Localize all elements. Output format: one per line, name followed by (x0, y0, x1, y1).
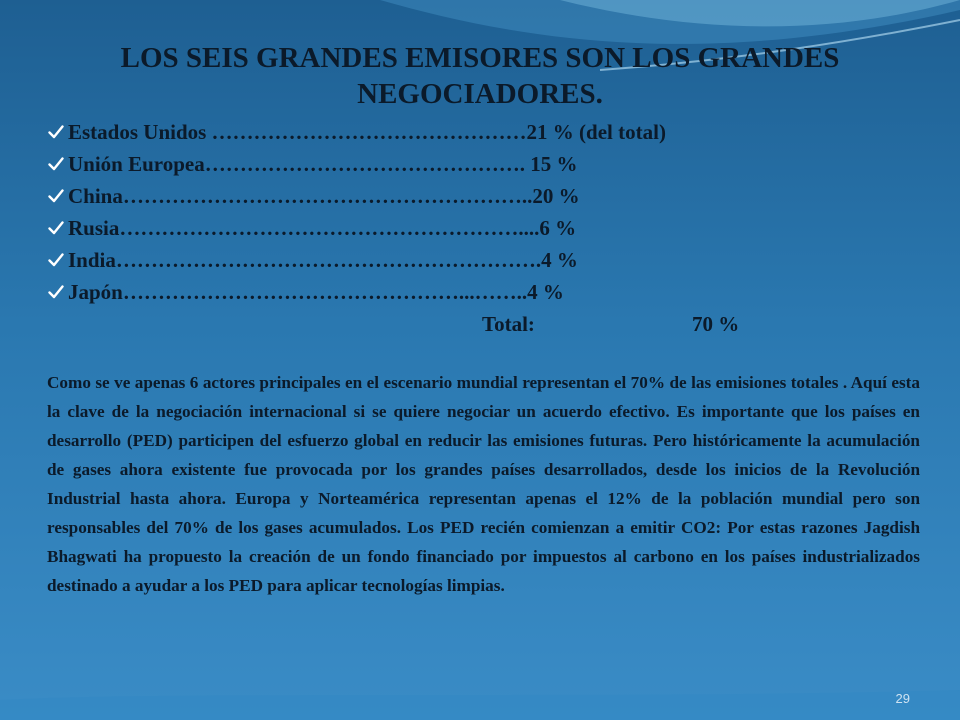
list-item (48, 212, 908, 244)
title-line-1: LOS SEIS GRANDES EMISORES SON LOS GRANDES (120, 42, 840, 74)
page-number: 29 (895, 691, 910, 706)
total-row (482, 308, 739, 340)
checkmark-icon (48, 220, 64, 236)
list-item (48, 276, 908, 308)
checkmark-icon (48, 252, 64, 268)
list-item-text: India…………………………………………………….4 % (68, 248, 578, 272)
checkmark-icon (48, 284, 64, 300)
body-paragraph: Como se ve apenas 6 actores principales en el escenario mundial representan el 70% de las emisiones totales . Aquí esta la clave de la negociación internacional si se quiere negociar un acuerdo efectivo. Es importante que los países en desarrollo (PED) participen del esfuerzo global en reducir las emisiones futuras. Pero históricamente la acumulación de gases ahora existente fue provocada por los grandes países desarrollados, desde los inicios de la Revolución Industrial hasta ahora. Europa y Norteamérica representan apenas el 12% de la población mundial pero son responsables del 70% de los gases acumulados. Los PED recién comienzan a emitir CO2: Por estas razones Jagdish Bhagwati ha propuesto la creación de un fondo financiado por impuestos al carbono en los países industrializados destinado a ayudar a los PED para aplicar tecnologías limpias. (47, 373, 920, 595)
title-line-2: NEGOCIADORES. (357, 78, 603, 110)
checkmark-icon (48, 188, 64, 204)
list-item (48, 116, 908, 148)
list-item-text: China…………………………………………………..20 % (68, 184, 580, 208)
slide-title (40, 40, 920, 112)
list-item-text: Estados Unidos ………………………………………21 % (del total) (68, 120, 666, 144)
list-item (48, 180, 908, 212)
total-label: Total: (482, 312, 535, 336)
total-value: 70 % (692, 312, 740, 336)
list-item (48, 148, 908, 180)
emitters-list (48, 116, 908, 308)
list-item-text: Rusia…………………………………………………....6 % (68, 216, 577, 240)
list-item-text: Japón…………………………………………...……..4 % (68, 280, 564, 304)
list-item-text: Unión Europea………………………………………. 15 % (68, 152, 578, 176)
checkmark-icon (48, 156, 64, 172)
checkmark-icon (48, 124, 64, 140)
list-item (48, 244, 908, 276)
